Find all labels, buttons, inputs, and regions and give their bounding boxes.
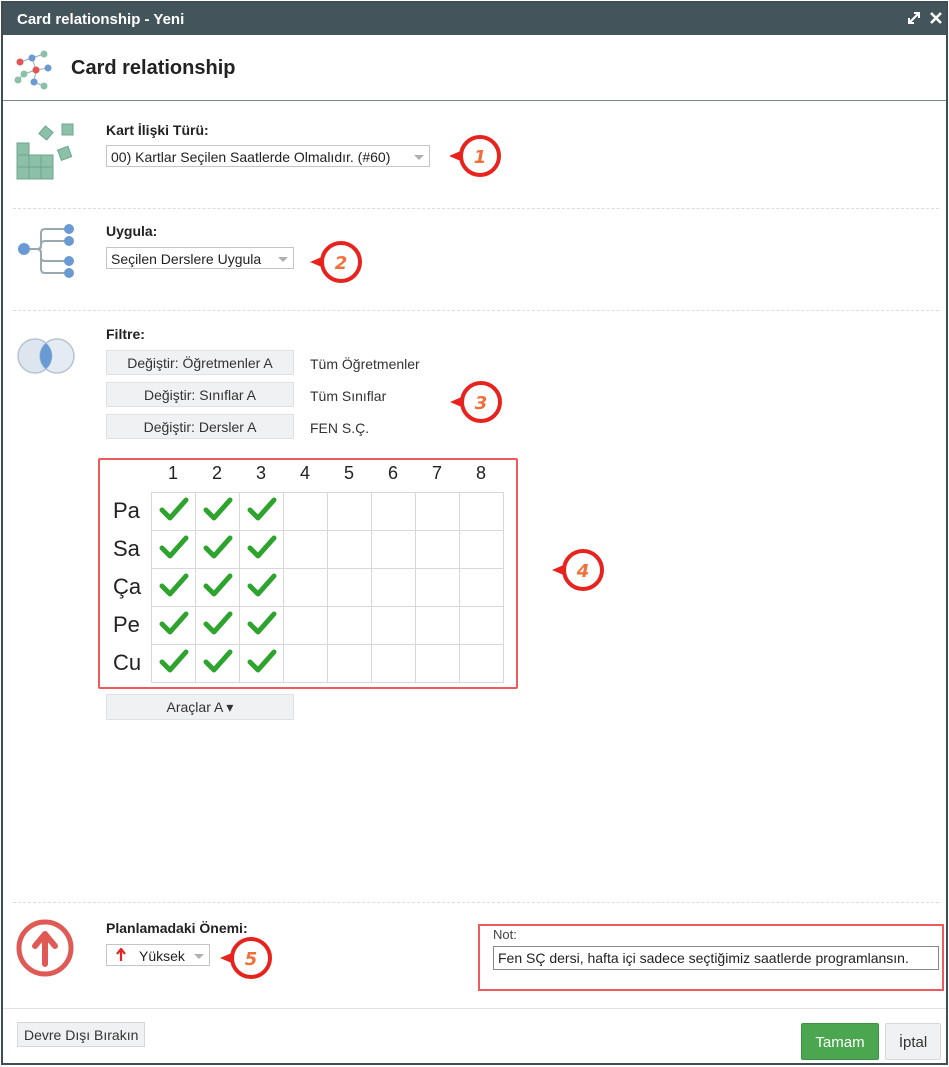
timetable-cell-checked[interactable]	[152, 493, 196, 531]
check-icon	[159, 610, 189, 636]
branch-tree-icon	[15, 223, 77, 290]
ok-button[interactable]: Tamam	[801, 1023, 879, 1060]
tools-dropdown-button[interactable]: Araçlar A ▾	[106, 694, 294, 720]
timetable-column-header[interactable]: 2	[211, 463, 222, 483]
timetable-cell-empty[interactable]	[416, 607, 460, 645]
timetable-cell-checked[interactable]	[196, 645, 240, 683]
change-subjects-button[interactable]: Değiştir: Dersler A	[106, 414, 294, 439]
annotation-number: 1	[473, 147, 487, 168]
annotation-number: 3	[474, 393, 488, 414]
check-icon	[203, 496, 233, 522]
filter-label: Filtre:	[106, 326, 145, 342]
window-title: Card relationship - Yeni	[17, 11, 185, 28]
check-icon	[203, 572, 233, 598]
timetable-cell-empty[interactable]	[416, 645, 460, 683]
relationship-network-icon	[12, 48, 60, 97]
timetable-row-header[interactable]: Sa	[113, 536, 140, 561]
timetable-row-header[interactable]: Cu	[113, 650, 142, 675]
teachers-filter-value: Tüm Öğretmenler	[310, 356, 420, 372]
timetable-row	[152, 569, 504, 607]
relation-type-label: Kart İlişki Türü:	[106, 122, 209, 138]
venn-filter-icon	[15, 336, 77, 381]
maximize-icon[interactable]	[907, 11, 921, 25]
timetable-cell-checked[interactable]	[152, 569, 196, 607]
timetable-cell-checked[interactable]	[240, 607, 284, 645]
check-icon	[159, 534, 189, 560]
classes-filter-value: Tüm Sınıflar	[310, 388, 387, 404]
timetable-column-header[interactable]: 1	[167, 463, 178, 483]
section-divider	[13, 310, 939, 311]
timetable-cell-checked[interactable]	[196, 569, 240, 607]
timetable-cell-empty[interactable]	[416, 569, 460, 607]
page-title: Card relationship	[71, 57, 236, 79]
timetable-cell-empty[interactable]	[372, 531, 416, 569]
annotation-marker-4	[550, 548, 606, 592]
timetable-row-header[interactable]: Pe	[113, 612, 140, 637]
timetable-cell-empty[interactable]	[460, 531, 504, 569]
timetable-column-header[interactable]: 3	[255, 463, 266, 483]
timetable-cell-empty[interactable]	[328, 607, 372, 645]
chevron-down-icon	[194, 954, 204, 959]
note-label: Not:	[493, 927, 517, 942]
timetable-cell-empty[interactable]	[372, 493, 416, 531]
timetable-cell-checked[interactable]	[196, 493, 240, 531]
note-input[interactable]	[493, 946, 939, 970]
check-icon	[247, 610, 277, 636]
annotation-marker-2	[308, 240, 364, 284]
check-icon	[159, 648, 189, 674]
check-icon	[203, 534, 233, 560]
timetable-cell-empty[interactable]	[328, 569, 372, 607]
annotation-number: 2	[334, 253, 348, 274]
check-icon	[159, 496, 189, 522]
timetable-cell-checked[interactable]	[152, 645, 196, 683]
annotation-number: 5	[244, 949, 258, 970]
timetable-cell-checked[interactable]	[196, 531, 240, 569]
timetable-row-header[interactable]: Pa	[113, 498, 140, 523]
timetable-row	[152, 531, 504, 569]
title-bar	[3, 3, 946, 35]
importance-value: Yüksek	[139, 948, 185, 964]
timetable-cell-empty[interactable]	[328, 531, 372, 569]
apply-select[interactable]	[106, 247, 294, 269]
arrow-up-icon	[115, 948, 127, 965]
timetable-column-header[interactable]: 7	[431, 463, 442, 483]
timetable-column-header[interactable]: 8	[475, 463, 486, 483]
timetable-row	[152, 607, 504, 645]
footer-divider	[3, 1008, 946, 1009]
relation-type-value: 00) Kartlar Seçilen Saatlerde Olmalıdır. (#60)	[111, 149, 391, 165]
timetable-cell-empty[interactable]	[416, 493, 460, 531]
dialog-header	[3, 35, 946, 101]
timetable-cell-checked[interactable]	[240, 645, 284, 683]
timetable-cell-empty[interactable]	[284, 569, 328, 607]
apply-label: Uygula:	[106, 223, 158, 239]
check-icon	[159, 572, 189, 598]
timetable-column-header[interactable]: 6	[387, 463, 398, 483]
timetable-cell-empty[interactable]	[284, 607, 328, 645]
check-icon	[203, 610, 233, 636]
timetable-row	[152, 645, 504, 683]
change-classes-button[interactable]: Değiştir: Sınıflar A	[106, 382, 294, 407]
timetable-cell-checked[interactable]	[240, 531, 284, 569]
timetable-cell-empty[interactable]	[460, 607, 504, 645]
chevron-down-icon	[414, 155, 424, 160]
timetable-cell-empty[interactable]	[284, 531, 328, 569]
blocks-icon	[15, 121, 77, 186]
timetable-cell-empty[interactable]	[372, 569, 416, 607]
timetable-cell-checked[interactable]	[196, 607, 240, 645]
timetable-column-header[interactable]: 5	[343, 463, 354, 483]
cancel-button[interactable]: İptal	[885, 1023, 941, 1060]
apply-value: Seçilen Derslere Uygula	[111, 251, 262, 267]
timetable-cell-empty[interactable]	[328, 645, 372, 683]
close-icon[interactable]	[929, 11, 943, 25]
timetable-cell-empty[interactable]	[284, 645, 328, 683]
timetable-cell-empty[interactable]	[328, 493, 372, 531]
check-icon	[247, 572, 277, 598]
timetable-cell-empty[interactable]	[460, 645, 504, 683]
timetable-cell-empty[interactable]	[460, 493, 504, 531]
timetable-row	[152, 493, 504, 531]
timetable-cell-empty[interactable]	[416, 531, 460, 569]
timetable-row-header[interactable]: Ça	[113, 574, 142, 599]
importance-select[interactable]	[106, 944, 210, 966]
timetable-grid	[151, 492, 504, 683]
relation-type-select[interactable]	[106, 145, 430, 167]
timetable-cell-checked[interactable]	[152, 531, 196, 569]
timetable-cell-checked[interactable]	[240, 493, 284, 531]
priority-up-icon	[15, 918, 77, 985]
timetable-cell-empty[interactable]	[284, 493, 328, 531]
annotation-number: 4	[576, 561, 590, 582]
timetable-cell-checked[interactable]	[152, 607, 196, 645]
section-divider	[13, 902, 939, 903]
annotation-marker-1	[447, 134, 503, 178]
importance-label: Planlamadaki Önemi:	[106, 920, 248, 936]
timetable-cell-empty[interactable]	[372, 645, 416, 683]
annotation-marker-3	[448, 380, 504, 424]
check-icon	[247, 496, 277, 522]
check-icon	[203, 648, 233, 674]
timetable-cell-empty[interactable]	[372, 607, 416, 645]
chevron-down-icon	[278, 257, 288, 262]
section-divider	[13, 208, 939, 209]
check-icon	[247, 534, 277, 560]
subjects-filter-value: FEN S.Ç.	[310, 420, 370, 436]
check-icon	[247, 648, 277, 674]
timetable-column-header[interactable]: 4	[299, 463, 310, 483]
timetable-cell-checked[interactable]	[240, 569, 284, 607]
change-teachers-button[interactable]: Değiştir: Öğretmenler A	[106, 350, 294, 375]
dialog-window	[1, 1, 948, 1065]
disable-button[interactable]: Devre Dışı Bırakın	[17, 1022, 145, 1047]
timetable-cell-empty[interactable]	[460, 569, 504, 607]
annotation-marker-5	[218, 936, 274, 980]
